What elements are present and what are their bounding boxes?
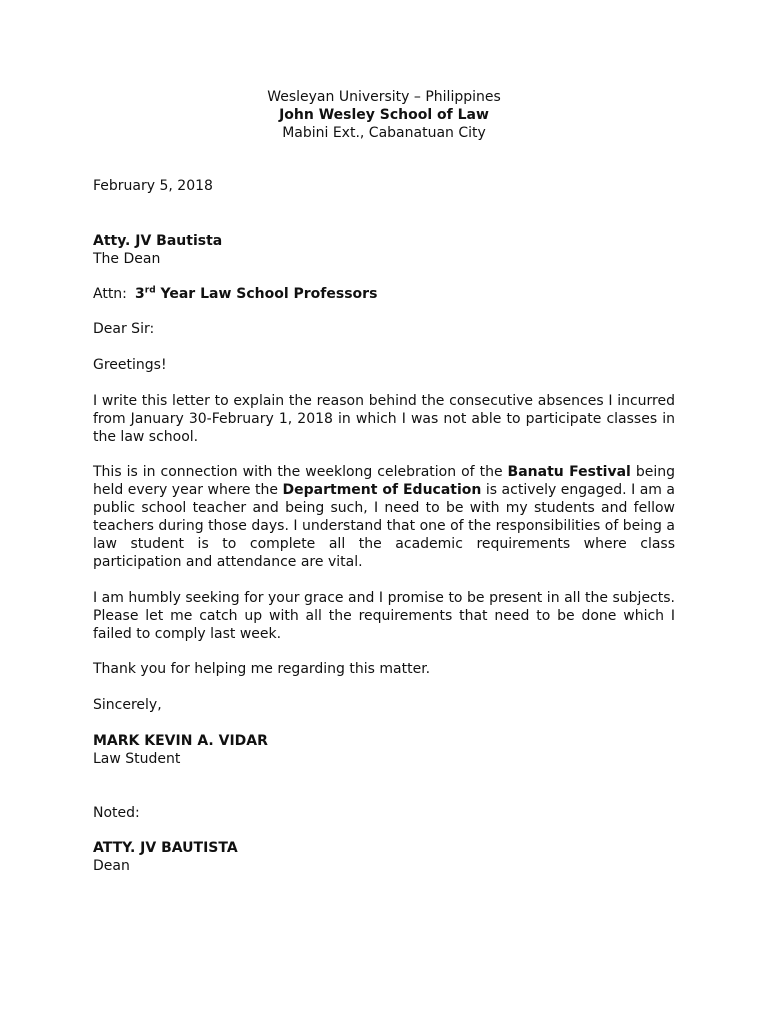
sender-block (93, 732, 675, 768)
body-paragraph-2 (93, 463, 675, 571)
letter-date: February 5, 2018 (93, 178, 213, 194)
attn-text: Year Law School Professors (155, 286, 378, 302)
school-address: Mabini Ext., Cabanatuan City (282, 125, 486, 141)
closing: Sincerely, (93, 697, 162, 713)
body-paragraph-1: I write this letter to explain the reason behind the consecutive absences I incurred from January 30-February 1, 2018 in which I was not able to participate classes in the law school. (93, 393, 675, 445)
sender-title: Law Student (93, 751, 181, 767)
attention-line (93, 285, 675, 303)
recipient-block (93, 232, 675, 268)
noted-label: Noted: (93, 805, 140, 821)
paragraph-2-part-1: This is in connection with the weeklong celebration of the (93, 464, 508, 480)
festival-name: Banatu Festival (507, 464, 631, 480)
attn-label: Attn: (93, 286, 127, 302)
body-paragraph-3: I am humbly seeking for your grace and I promise to be present in all the subjects. Please let me catch up with all the requirements that need to be done which I failed to comply last week. (93, 590, 675, 642)
university-name: Wesleyan University – Philippines (267, 89, 501, 105)
noted-block (93, 839, 675, 875)
recipient-title: The Dean (93, 251, 161, 267)
noted-name: ATTY. JV BAUTISTA (93, 840, 238, 856)
school-name: John Wesley School of Law (279, 107, 489, 123)
recipient-name: Atty. JV Bautista (93, 233, 223, 249)
attn-ordinal: 3 (135, 286, 145, 302)
department-name: Department of Education (282, 482, 482, 498)
salutation: Dear Sir: (93, 321, 155, 337)
thanks-line: Thank you for helping me regarding this matter. (93, 661, 431, 677)
paragraph-2-part-2: being held every year where the (93, 464, 675, 498)
letterhead (0, 88, 768, 142)
greeting: Greetings! (93, 357, 167, 373)
paragraph-2-part-3: is actively engaged. I am a public school teacher and being such, I need to be with my students and fellow teachers during those days. I understand that one of the responsibilities of being a law student is to complete all the academic requirements where class participation and attendance are vital. (93, 482, 675, 570)
sender-name: MARK KEVIN A. VIDAR (93, 733, 268, 749)
attn-ordinal-suffix: rd (144, 285, 156, 296)
attn-recipients (135, 286, 377, 302)
noted-title: Dean (93, 858, 130, 874)
